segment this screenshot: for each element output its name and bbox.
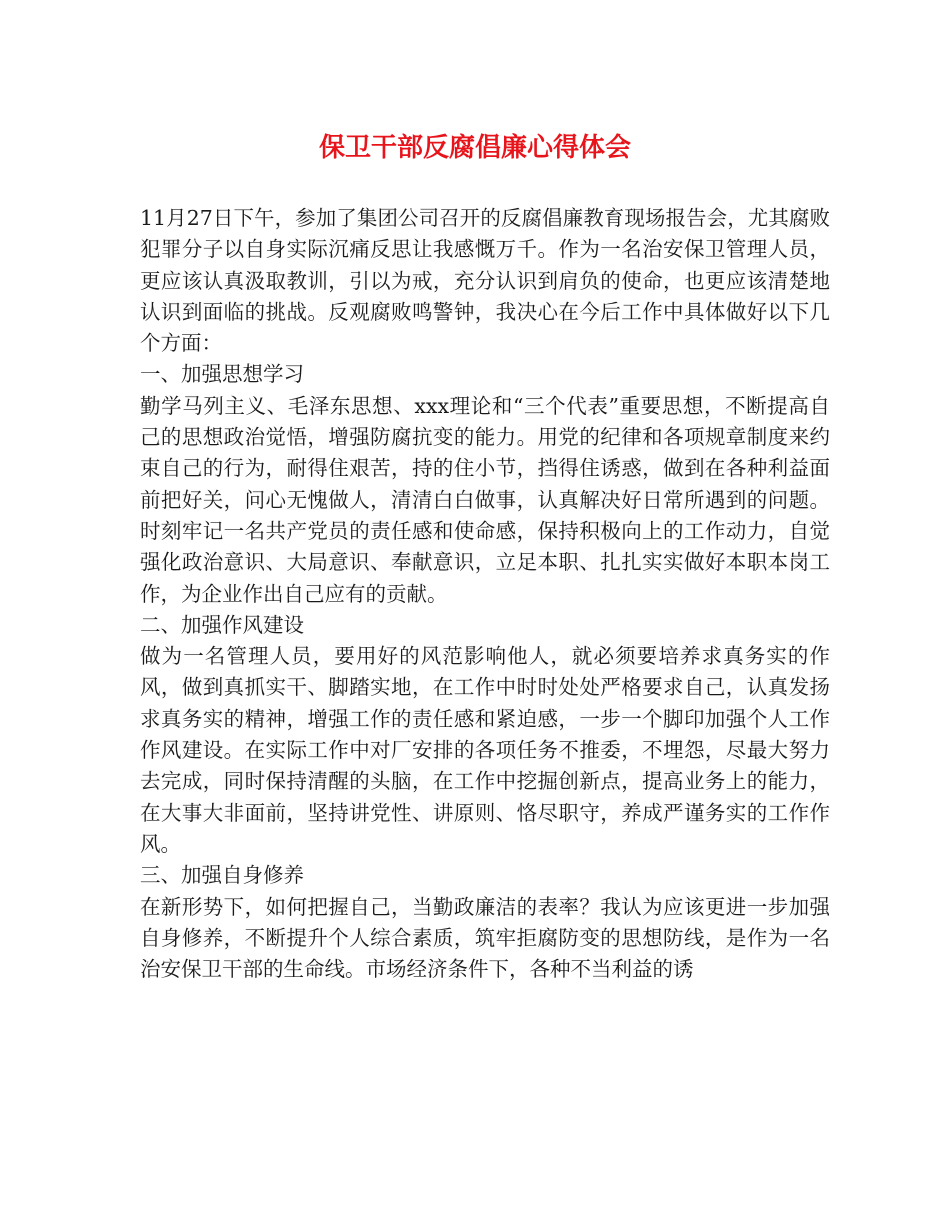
section-heading-1: 一、加强思想学习 (140, 362, 304, 387)
intro-paragraph: 11月27日下午，参加了集团公司召开的反腐倡廉教育现场报告会，尤其腐败犯罪分子以自身实际沉痛反思让我感慨万千。作为一名治安保卫管理人员，更应该认真汲取教训，引以为戒，充分认识到肩负的使命，也更应该清楚地认识到面临的挑战。反观腐败鸣警钟，我决心在今后工作中具体做好以下几个方面： (140, 206, 830, 356)
section-heading-3: 三、加强自身修养 (140, 863, 304, 888)
section-body-2: 做为一名管理人员，要用好的风范影响他人，就必须要培养求真务实的作风，做到真抓实干、脚踏实地，在工作中时时处处严格要求自己，认真发扬求真务实的精神，增强工作的责任感和紧迫感，一步一个脚印加强个人工作作风建设。在实际工作中对厂安排的各项任务不推委，不埋怨，尽最大努力去完成，同时保持清醒的头脑，在工作中挖掘创新点，提高业务上的能力，在大事大非面前，坚持讲党性、讲原则、恪尽职守，养成严谨务实的工作作风。 (140, 644, 830, 856)
document-title: 保卫干部反腐倡廉心得体会 (318, 133, 631, 163)
section-body-3: 在新形势下，如何把握自己，当勤政廉洁的表率？我认为应该更进一步加强自身修养，不断提升个人综合素质，筑牢拒腐防变的思想防线，是作为一名治安保卫干部的生命线。市场经济条件下，各种不当利益的诱 (140, 894, 830, 982)
section-body-1: 勤学马列主义、毛泽东思想、xxx理论和“三个代表”重要思想，不断提高自己的思想政治觉悟，增强防腐抗变的能力。用党的纪律和各项规章制度来约束自己的行为，耐得住艰苦，持的住小节，挡得住诱惑，做到在各种利益面前把好关，问心无愧做人，清清白白做事，认真解决好日常所遇到的问题。时刻牢记一名共产党员的责任感和使命感，保持积极向上的工作动力，自觉强化政治意识、大局意识、奉献意识，立足本职、扎扎实实做好本职本岗工作，为企业作出自己应有的贡献。 (140, 393, 830, 606)
document-body (140, 203, 830, 985)
section-heading-2: 二、加强作风建设 (140, 612, 304, 637)
